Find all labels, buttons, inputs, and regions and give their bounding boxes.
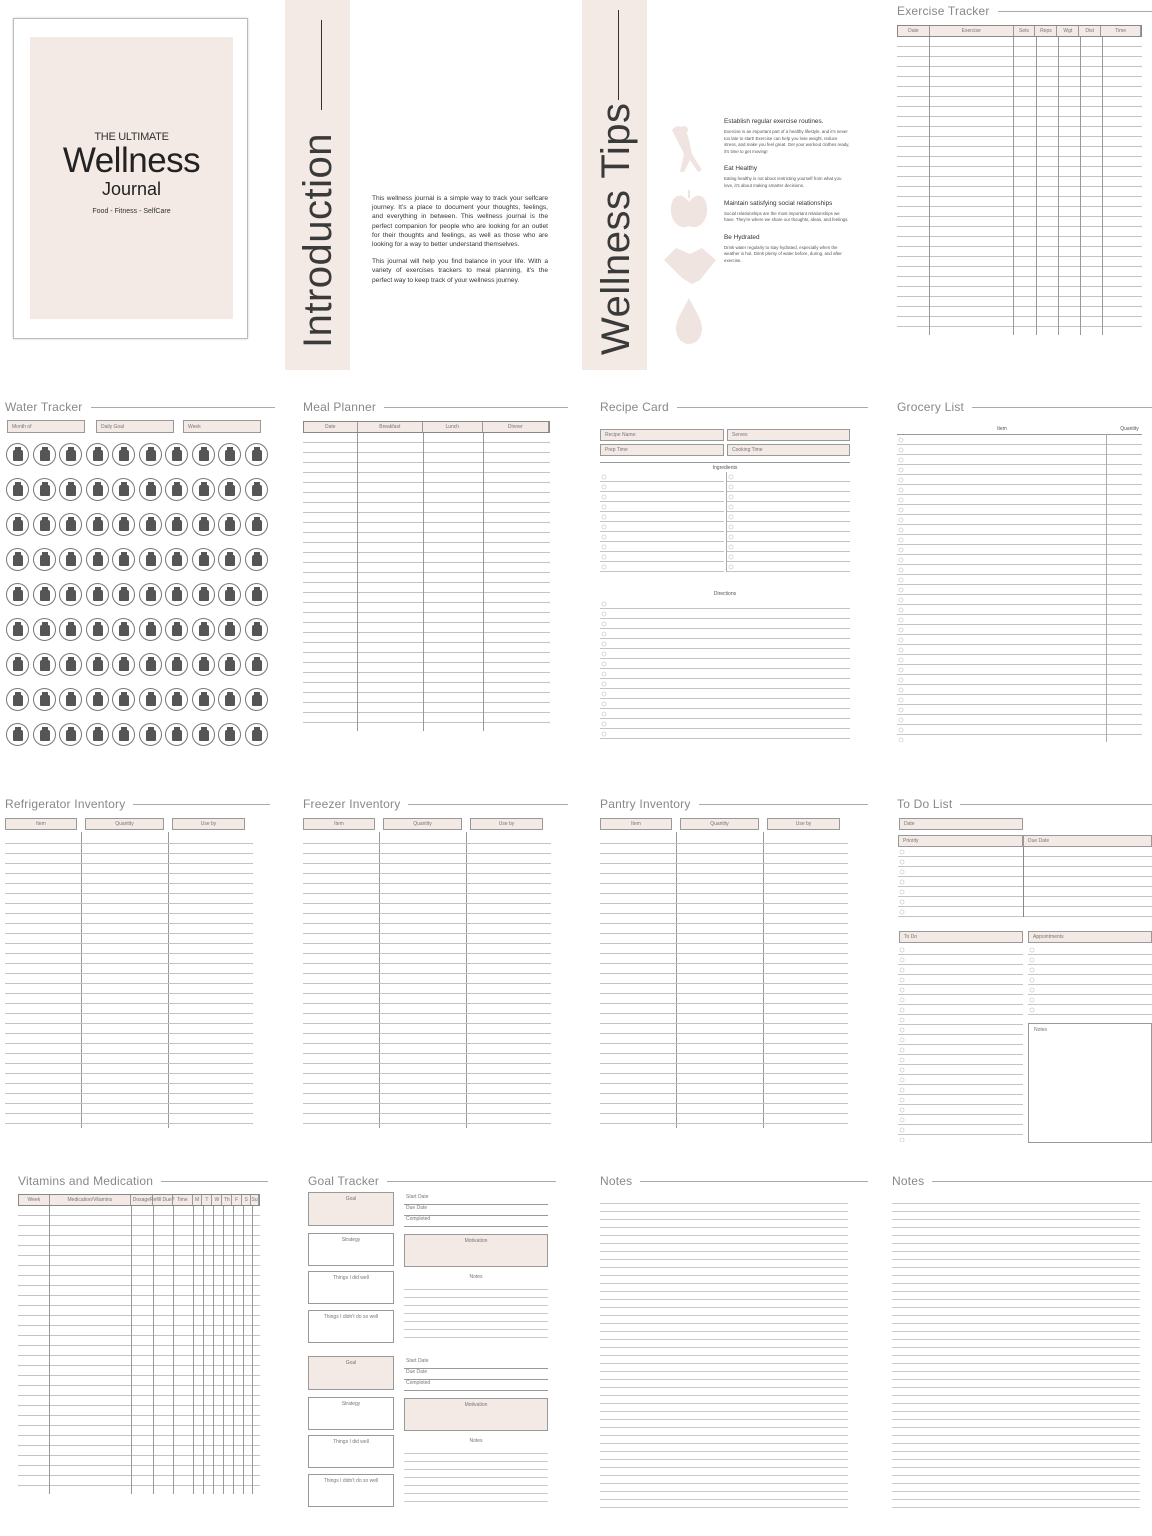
strategy-box[interactable] — [308, 1397, 394, 1430]
column-header: Quantity — [85, 818, 164, 830]
water-cup-icon[interactable] — [245, 723, 268, 746]
water-cup-icon[interactable] — [218, 548, 241, 571]
directions-list[interactable] — [600, 599, 850, 739]
water-cup-icon[interactable] — [192, 583, 215, 606]
water-cup-icon[interactable] — [165, 513, 188, 536]
water-cup-icon[interactable] — [59, 513, 82, 536]
water-cup-icon[interactable] — [139, 688, 162, 711]
did-well-box[interactable] — [308, 1271, 394, 1304]
water-cup-icon[interactable] — [33, 513, 56, 536]
water-cup-icon[interactable] — [59, 443, 82, 466]
grocery-quantity-header: Quantity — [1120, 426, 1139, 432]
grocery-item-header: Item — [997, 426, 1007, 432]
goal-box[interactable] — [308, 1356, 394, 1390]
water-cup-icon[interactable] — [139, 583, 162, 606]
apple-icon — [671, 190, 707, 227]
motivation-box-label: Motivation — [464, 1402, 488, 1408]
tip-body: Eating healthy is not about restricting yourself from what you love, it's about making smarter decisions. — [724, 176, 842, 188]
daily-goal-field[interactable]: Daily Goal — [96, 420, 174, 433]
water-cup-icon[interactable] — [86, 723, 109, 746]
water-cup-icon[interactable] — [33, 688, 56, 711]
water-cup-icon[interactable] — [218, 513, 241, 536]
goal-notes-lines[interactable] — [404, 1446, 548, 1508]
water-cup-icon[interactable] — [245, 653, 268, 676]
exercise-title — [897, 4, 1152, 18]
meal-title — [303, 400, 568, 414]
table-rows[interactable] — [303, 834, 551, 1128]
water-cup-icon[interactable] — [59, 723, 82, 746]
pantry-title — [600, 797, 868, 811]
water-cup-icon[interactable] — [139, 443, 162, 466]
prep-time-field[interactable]: Prep Time — [600, 444, 724, 456]
did-not-well-box[interactable] — [308, 1310, 394, 1343]
water-cup-icon[interactable] — [59, 688, 82, 711]
cover-subtitle: Food - Fitness - SelfCare — [92, 208, 171, 215]
water-cup-icon[interactable] — [165, 443, 188, 466]
water-cup-icon[interactable] — [6, 548, 29, 571]
water-cup-icon[interactable] — [33, 653, 56, 676]
exercise-title-text: Exercise Tracker — [897, 4, 990, 18]
column-header: Item — [600, 818, 672, 830]
water-cup-icon[interactable] — [6, 688, 29, 711]
week-field[interactable]: Week — [183, 420, 261, 433]
appointments-header: Appointments — [1028, 931, 1152, 943]
water-title-text: Water Tracker — [5, 400, 83, 414]
water-cup-icon[interactable] — [218, 618, 241, 641]
water-cup-icon[interactable] — [33, 723, 56, 746]
notes2-lines[interactable] — [892, 1196, 1140, 1508]
meal-table — [303, 421, 550, 731]
tips-icons — [662, 120, 717, 350]
water-cup-icon[interactable] — [192, 443, 215, 466]
intro-title: Introduction — [296, 132, 340, 348]
water-cup-icon[interactable] — [218, 688, 241, 711]
water-cup-icon[interactable] — [192, 513, 215, 536]
water-cup-icon[interactable] — [86, 443, 109, 466]
notes1-title — [600, 1174, 868, 1188]
water-cup-icon[interactable] — [218, 478, 241, 501]
table-rows[interactable] — [303, 433, 550, 731]
column-divider — [49, 1206, 50, 1494]
month-of-field[interactable]: Month of — [7, 420, 85, 433]
column-divider — [243, 1206, 244, 1494]
tips-title: Wellness Tips — [594, 102, 638, 355]
water-cup-icon[interactable] — [112, 513, 135, 536]
appointments-list[interactable] — [1028, 945, 1152, 1015]
recipe-name-field[interactable]: Recipe Name: — [600, 429, 724, 441]
column-header: Dosage — [131, 1195, 153, 1205]
serves-field[interactable]: Serves — [727, 429, 850, 441]
todo-list[interactable] — [898, 945, 1023, 1142]
water-cup-icon[interactable] — [59, 583, 82, 606]
water-cup-icon[interactable] — [218, 443, 241, 466]
cover-title: Wellness — [62, 141, 201, 180]
table-rows[interactable] — [600, 834, 848, 1128]
ingredients-label: Ingredients — [600, 462, 850, 471]
column-divider — [252, 1206, 253, 1494]
goal-notes-label: Notes — [469, 1274, 483, 1280]
column-divider — [203, 1206, 204, 1494]
did-well-box[interactable] — [308, 1435, 394, 1468]
water-cup-icon[interactable] — [245, 548, 268, 571]
cover-line3: Journal — [101, 179, 162, 199]
fridge-table — [5, 818, 253, 1128]
water-cup-icon[interactable] — [59, 618, 82, 641]
water-cup-icon[interactable] — [112, 688, 135, 711]
water-cup-icon[interactable] — [59, 653, 82, 676]
notes2-title — [892, 1174, 1152, 1188]
water-cup-icon[interactable] — [86, 548, 109, 571]
water-cup-icon[interactable] — [245, 478, 268, 501]
column-divider — [423, 433, 424, 731]
freezer-table — [303, 818, 551, 1128]
cooking-time-field[interactable]: Cooking Time — [727, 444, 850, 456]
column-header: Time — [1101, 26, 1141, 36]
tip-body: Exercise is an important part of a healthy lifestyle, and it's never too late to start! Exercise can help you lose weight, reduce stress, and make you feel great. Get your workout clothes ready, it's time to get moving! — [724, 129, 850, 154]
column-header: Use by — [172, 818, 245, 830]
column-divider — [173, 1206, 174, 1494]
water-cup-icon[interactable] — [6, 443, 29, 466]
start-field[interactable]: Start Date — [404, 1194, 548, 1205]
notes1-title-text: Notes — [600, 1174, 633, 1188]
vitamins-table — [18, 1194, 260, 1494]
column-header: Week — [19, 1195, 50, 1205]
exercise-table — [897, 25, 1142, 335]
column-header: Th — [222, 1195, 232, 1205]
tip-item — [724, 234, 850, 265]
todo-date-field[interactable]: Date — [899, 818, 1023, 830]
water-cup-icon[interactable] — [86, 583, 109, 606]
column-divider — [233, 1206, 234, 1494]
due-date-header: Due Date — [1023, 835, 1152, 847]
tip-heading: Maintain satisfying social relationships — [724, 199, 833, 207]
column-header: Use by — [470, 818, 543, 830]
water-cup-icon[interactable] — [6, 583, 29, 606]
column-header: Lunch — [423, 422, 483, 432]
water-cup-icon[interactable] — [112, 618, 135, 641]
column-divider — [357, 433, 358, 731]
tip-body: Social relationships are the most important relationships we have. They're where we share our thoughts, ideas, and feelings. — [724, 210, 849, 223]
water-cup-icon[interactable] — [139, 653, 162, 676]
water-cup-icon[interactable] — [165, 723, 188, 746]
column-header: Wgt — [1057, 26, 1079, 36]
did-not-well-box-label: Things I didn't do so well — [323, 1314, 379, 1320]
water-cup-icon[interactable] — [245, 618, 268, 641]
ingredients-list-left[interactable] — [600, 472, 724, 572]
grocery-divider — [1106, 434, 1107, 742]
column-header: Item — [303, 818, 375, 830]
table-header — [18, 1194, 260, 1206]
tip-heading: Establish regular exercise routines. — [724, 118, 824, 125]
did-not-well-box[interactable] — [308, 1474, 394, 1507]
column-divider — [223, 1206, 224, 1494]
due-date-list[interactable] — [1023, 847, 1152, 917]
cover-panel — [30, 37, 233, 319]
freezer-title-text: Freezer Inventory — [303, 797, 401, 811]
meal-title-text: Meal Planner — [303, 400, 377, 414]
did-not-well-box-label: Things I didn't do so well — [323, 1478, 379, 1484]
freezer-title — [303, 797, 568, 811]
start-field[interactable]: Start Date — [404, 1358, 548, 1369]
water-cup-icon[interactable] — [6, 513, 29, 536]
goal-box[interactable] — [308, 1192, 394, 1226]
table-rows[interactable] — [5, 834, 253, 1128]
water-cup-icon[interactable] — [139, 548, 162, 571]
water-cup-icon[interactable] — [165, 618, 188, 641]
water-cup-icon[interactable] — [139, 723, 162, 746]
column-header: Time — [173, 1195, 193, 1205]
motivation-box-label: Motivation — [464, 1238, 488, 1244]
water-cup-icon[interactable] — [112, 548, 135, 571]
column-header: Use by — [767, 818, 840, 830]
cover-line1: THE ULTIMATE — [94, 131, 169, 143]
column-header: T — [202, 1195, 212, 1205]
table-rows[interactable] — [897, 37, 1142, 335]
water-cup-icon[interactable] — [6, 478, 29, 501]
todo-title-text: To Do List — [897, 797, 953, 811]
tip-item — [724, 165, 850, 189]
tip-heading: Be Hydrated — [724, 233, 760, 241]
water-cup-icon[interactable] — [112, 723, 135, 746]
column-header: Refill Due? — [150, 1197, 175, 1203]
water-cup-icon[interactable] — [192, 548, 215, 571]
did-well-box-label: Things I did well — [333, 1275, 369, 1281]
column-header: Date — [898, 26, 930, 36]
vitamins-title — [18, 1174, 268, 1188]
grocery-title — [897, 400, 1152, 414]
pantry-table — [600, 818, 848, 1128]
column-header: Medication/Vitamins — [50, 1195, 131, 1205]
due-field[interactable]: Due Date — [404, 1369, 548, 1380]
goal-title — [308, 1174, 556, 1188]
water-cup-icon[interactable] — [218, 653, 241, 676]
column-divider — [213, 1206, 214, 1494]
tip-item — [724, 118, 850, 155]
water-cup-icon[interactable] — [192, 618, 215, 641]
recipe-title — [600, 400, 868, 414]
water-cup-icon[interactable] — [6, 723, 29, 746]
column-header: Date — [304, 422, 358, 432]
notes-box-label: Notes — [1034, 1027, 1048, 1033]
notes-box[interactable] — [1028, 1023, 1152, 1143]
priority-header: Priority — [898, 835, 1023, 847]
water-cup-icon[interactable] — [6, 618, 29, 641]
column-divider — [153, 1206, 154, 1494]
due-field[interactable]: Due Date — [404, 1205, 548, 1216]
tip-body: Drink water regularly to stay hydrated, especially when the weather is hot. Drink plenty of water before, during, and after exercise. — [724, 244, 842, 263]
table-rows[interactable] — [18, 1206, 260, 1494]
column-divider — [131, 1206, 132, 1494]
water-cup-icon[interactable] — [33, 618, 56, 641]
column-header: Breakfast — [358, 422, 423, 432]
water-cup-icon[interactable] — [139, 478, 162, 501]
water-cup-icon[interactable] — [245, 513, 268, 536]
goal-notes-lines[interactable] — [404, 1282, 548, 1344]
column-divider — [483, 433, 484, 731]
tips-icon-set — [662, 120, 717, 350]
todo-title — [897, 797, 1152, 811]
water-cup-icon[interactable] — [165, 548, 188, 571]
water-cup-icon[interactable] — [33, 443, 56, 466]
water-cup-icon[interactable] — [33, 583, 56, 606]
motivation-box[interactable] — [404, 1398, 548, 1431]
water-cup-icon[interactable] — [165, 583, 188, 606]
column-header: F — [232, 1195, 242, 1205]
water-cup-icon[interactable] — [86, 653, 109, 676]
did-well-box-label: Things I did well — [333, 1439, 369, 1445]
grocery-title-text: Grocery List — [897, 400, 965, 414]
tip-item — [724, 200, 850, 224]
goal-box-label: Goal — [345, 1196, 357, 1202]
recipe-title-text: Recipe Card — [600, 400, 669, 414]
tip-heading: Eat Healthy — [724, 165, 758, 173]
strategy-box[interactable] — [308, 1233, 394, 1266]
water-cup-icon[interactable] — [112, 583, 135, 606]
column-divider — [929, 37, 930, 335]
water-drop-icon — [676, 298, 702, 344]
column-divider — [1013, 37, 1014, 335]
strategy-box-label: Strategy — [341, 1401, 361, 1407]
column-header: M — [193, 1195, 203, 1205]
column-divider — [1036, 37, 1037, 335]
table-header — [303, 421, 550, 433]
water-cup-icon[interactable] — [59, 478, 82, 501]
column-header: Dist — [1079, 26, 1101, 36]
handshake-icon — [664, 248, 716, 284]
water-cup-icon[interactable] — [192, 688, 215, 711]
water-cup-icon[interactable] — [218, 583, 241, 606]
column-divider — [1102, 37, 1103, 335]
fridge-title — [5, 797, 270, 811]
column-header: Dinner — [483, 422, 549, 432]
water-cup-icon[interactable] — [218, 723, 241, 746]
column-divider — [1080, 37, 1081, 335]
notes2-title-text: Notes — [892, 1174, 925, 1188]
column-header: Reps — [1035, 26, 1057, 36]
goal-box-label: Goal — [345, 1360, 357, 1366]
stretching-person-icon — [672, 126, 702, 172]
intro-paragraph-1: This wellness journal is a simple way to track your selfcare journey. It's a place to document your thoughts, feelings, and everything in between. This wellness journal is the perfect companion for people who are looking for an outlet for their thoughts and feelings, as well as those who are looking for a way to better understand themselves. — [372, 195, 548, 249]
water-cup-icon[interactable] — [86, 513, 109, 536]
water-cup-icon[interactable] — [245, 583, 268, 606]
water-cup-icon[interactable] — [165, 688, 188, 711]
tips-list — [724, 118, 850, 275]
completed-field[interactable]: Completed — [404, 1380, 548, 1391]
cover-page — [13, 18, 248, 339]
completed-field[interactable]: Completed — [404, 1216, 548, 1227]
water-cup-icon[interactable] — [86, 688, 109, 711]
goal-title-text: Goal Tracker — [308, 1174, 380, 1188]
ingredients-list-right[interactable] — [726, 472, 850, 572]
water-cup-icon[interactable] — [165, 478, 188, 501]
water-cup-icon[interactable] — [86, 618, 109, 641]
water-cup-icon[interactable] — [139, 513, 162, 536]
intro-text — [372, 194, 548, 285]
column-divider — [193, 1206, 194, 1494]
priority-list[interactable] — [898, 847, 1023, 917]
column-header: Item — [5, 818, 77, 830]
strategy-box-label: Strategy — [341, 1237, 361, 1243]
water-cup-icon[interactable] — [112, 478, 135, 501]
water-cup-icon[interactable] — [192, 723, 215, 746]
pantry-title-text: Pantry Inventory — [600, 797, 691, 811]
column-divider — [1058, 37, 1059, 335]
water-cup-icon[interactable] — [245, 688, 268, 711]
column-header: W — [212, 1195, 222, 1205]
water-cup-grid — [6, 443, 271, 758]
water-cup-icon[interactable] — [139, 618, 162, 641]
column-header: S — [242, 1195, 251, 1205]
water-cup-icon[interactable] — [165, 653, 188, 676]
water-cup-icon[interactable] — [192, 653, 215, 676]
intro-divider — [321, 20, 322, 110]
water-cup-icon[interactable] — [112, 443, 135, 466]
water-cup-icon[interactable] — [33, 478, 56, 501]
intro-paragraph-2: This journal will help you find balance in your life. With a variety of exercises trackers to meal planning, it's the perfect way to keep track of your wellness journey. — [372, 258, 548, 284]
water-cup-icon[interactable] — [33, 548, 56, 571]
column-header: Exercise — [930, 26, 1014, 36]
vitamins-title-text: Vitamins and Medication — [18, 1174, 154, 1188]
water-cup-icon[interactable] — [112, 653, 135, 676]
table-header — [897, 25, 1142, 37]
notes1-lines[interactable] — [600, 1196, 848, 1508]
water-cup-icon[interactable] — [6, 653, 29, 676]
column-header: Quantity — [680, 818, 759, 830]
water-cup-icon[interactable] — [59, 548, 82, 571]
goal-notes-label: Notes — [469, 1438, 483, 1444]
column-header: Quantity — [383, 818, 462, 830]
water-title — [5, 400, 275, 414]
column-header: Su — [251, 1197, 258, 1203]
directions-label: Directions — [713, 591, 737, 597]
fridge-title-text: Refrigerator Inventory — [5, 797, 126, 811]
water-cup-icon[interactable] — [245, 443, 268, 466]
water-cup-icon[interactable] — [192, 478, 215, 501]
todo-header: To Do — [899, 931, 1023, 943]
tips-divider — [618, 10, 619, 100]
motivation-box[interactable] — [404, 1234, 548, 1267]
water-cup-icon[interactable] — [86, 478, 109, 501]
column-header: Sets — [1014, 26, 1036, 36]
